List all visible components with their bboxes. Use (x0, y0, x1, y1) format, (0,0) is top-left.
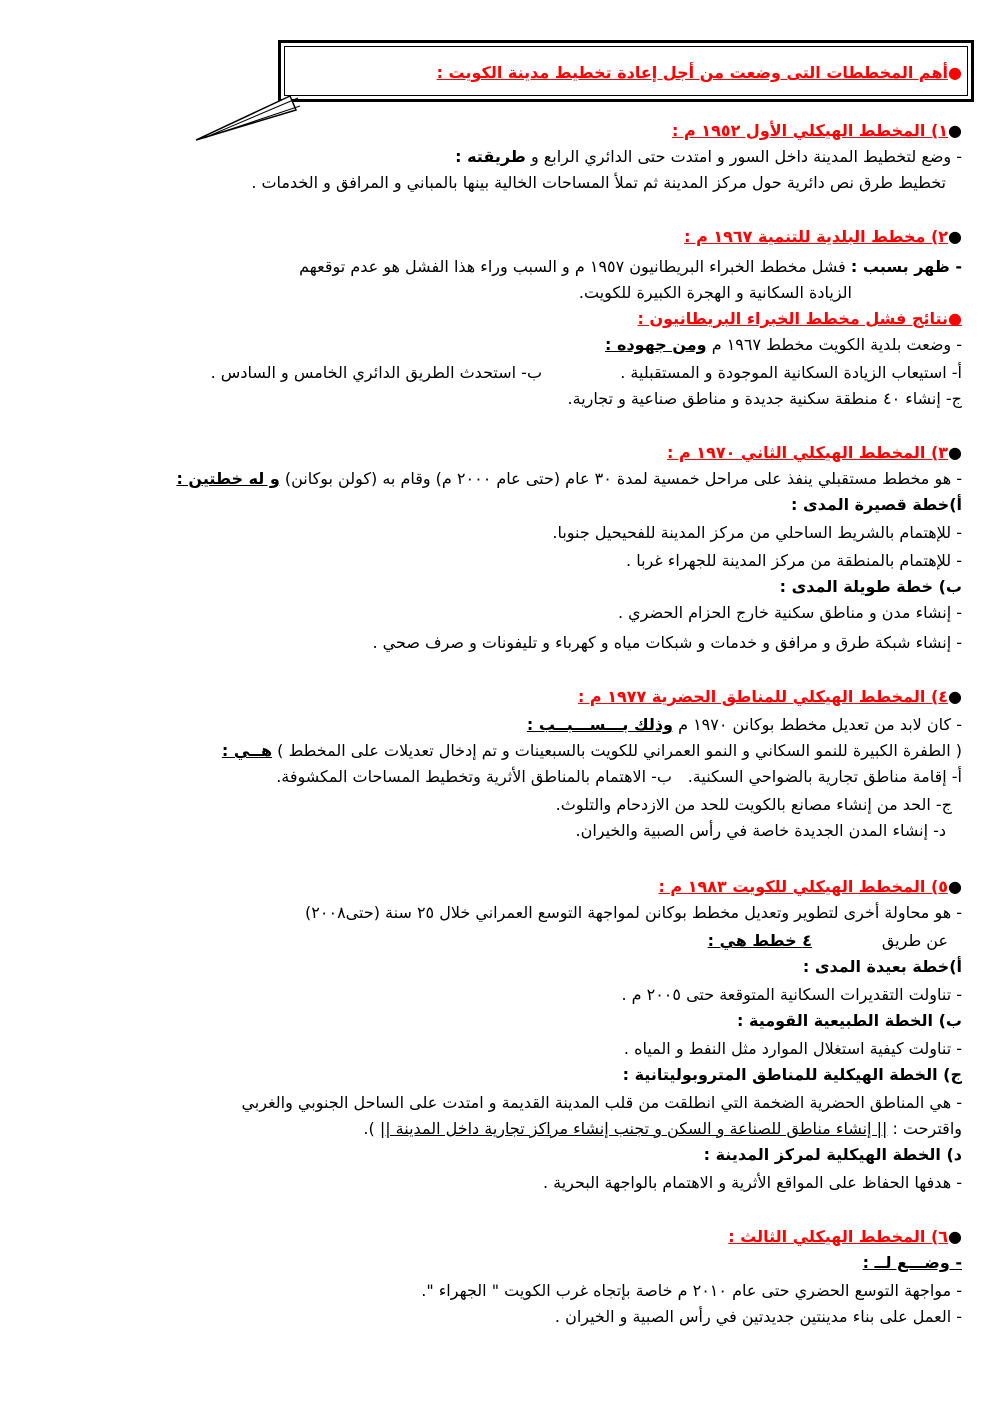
s5-plan-a-heading: أ)خطة بعيدة المدى : (802, 957, 962, 976)
s5-via-label: عن طريق (881, 931, 948, 950)
s4-item-d: د- إنشاء المدن الجديدة خاصة في رأس الصبية والخيران. (575, 821, 946, 840)
s2-line-1-text: فشل مخطط الخبراء البريطانيون ١٩٥٧ م و السبب وراء هذا الفشل هو عدم توقعهم (299, 257, 851, 276)
s5-heading-text: ٥) المخطط الهيكلي للكويت ١٩٨٣ م : (658, 877, 949, 896)
s2-subheading: ●نتائج فشل مخطط الخبراء البريطانيون : (637, 309, 962, 328)
s5-four-plans-text: ٤ خطط هي : (707, 931, 812, 950)
s2-subheading-text: نتائج فشل مخطط الخبراء البريطانيون : (637, 309, 949, 328)
s3-two-plans-label: و له خطتين : (176, 469, 280, 488)
page-title: ●أهم المخططات التى وضعت من أجل إعادة تخطيط مدينة الكويت : (436, 63, 962, 82)
s2-line-2: الزيادة السكانية و الهجرة الكبيرة للكويت. (578, 283, 852, 302)
s5-proposal-close: ). (363, 1119, 380, 1138)
s3-plan-b-heading: ب) خطة طويلة المدى : (779, 577, 962, 596)
s1-method-label: طريقته : (455, 147, 526, 166)
s2-item-c: ج- إنشاء ٤٠ منطقة سكنية جديدة و مناطق صناعية و تجارية. (567, 389, 962, 408)
s5-plan-c-heading: ج) الخطة الهيكلية للمناطق المتروبوليتانية : (622, 1065, 962, 1084)
s5-plan-d-heading: د) الخطة الهيكلية لمركز المدينة : (703, 1145, 962, 1164)
page-title-text: أهم المخططات التى وضعت من أجل إعادة تخطيط مدينة الكويت : (436, 63, 949, 82)
s6-item-1: - مواجهة التوسع الحضري حتى عام ٢٠١٠ م خاصة بإتجاه غرب الكويت " الجهراء ". (421, 1281, 962, 1300)
s2-line-3 (605, 334, 962, 356)
s3-plan-b-item-2: - إنشاء شبكة طرق و مرافق و خدمات و شبكات مياه و كهرباء و تليفونات و صرف صحي . (372, 633, 962, 652)
s6-subheading-text: - وضـــع لــ : (862, 1253, 962, 1272)
s5-four-plans-label (708, 930, 812, 952)
s5-plan-b-heading: ب) الخطة الطبيعية القومية : (737, 1011, 962, 1030)
s3-plan-b-item-1: - إنشاء مدن و مناطق سكنية خارج الحزام الحضري . (618, 603, 962, 622)
s4-item-c: ج- الحد من إنشاء مصانع بالكويت للحد من الازدحام والتلوث. (555, 795, 952, 814)
s1-heading: ●١) المخطط الهيكلي الأول ١٩٥٢ م : (672, 121, 962, 140)
s1-line-1-text: - وضع لتخطيط المدينة داخل السور و امتدت حتى الدائري الرابع و (525, 147, 962, 166)
s2-item-b: ب- استحدث الطريق الدائري الخامس و السادس . (210, 363, 542, 382)
s5-plan-c-item-2 (363, 1118, 962, 1140)
s2-item-a: أ- استيعاب الزيادة السكانية الموجودة و المستقبلية . (620, 363, 962, 382)
s5-plan-a-item: - تناولت التقديرات السكانية المتوقعة حتى ٢٠٠٥ م . (621, 985, 962, 1004)
s6-subheading (863, 1252, 962, 1274)
s5-plan-d-item: - هدفها الحفاظ على المواقع الأثرية و الاهتمام بالواجهة البحرية . (542, 1173, 962, 1192)
s6-heading-text: ٦) المخطط الهيكلي الثالث : (728, 1227, 949, 1246)
s2-reason-label: - ظهر بسبب : (850, 257, 962, 276)
s1-line-2: تخطيط طرق نص دائرية حول مركز المدينة ثم تملأ المساحات الخالية بينها بالمباني و المرافق و الخدمات . (251, 173, 946, 192)
s3-line-1-text: - هو مخطط مستقبلي ينفذ على مراحل خمسية لمدة ٣٠ عام (حتى عام ٢٠٠٠ م) وقام به (كولن بوكانن) (279, 469, 962, 488)
s3-heading-text: ٣) المخطط الهيكلي الثاني ١٩٧٠ م : (667, 443, 949, 462)
s5-proposed-label: واقترحت : (887, 1119, 962, 1138)
s4-line-1 (527, 714, 962, 736)
s6-heading: ●٦) المخطط الهيكلي الثالث : (728, 1227, 962, 1246)
s4-these-label: هــي : (221, 741, 273, 760)
s4-heading: ●٤) المخطط الهيكلي للمناطق الحضرية ١٩٧٧ م : (577, 687, 962, 706)
s2-line-3-text: - وضعت بلدية الكويت مخطط ١٩٦٧ م (706, 335, 962, 354)
s1-heading-text: ١) المخطط الهيكلي الأول ١٩٥٢ م : (672, 121, 949, 140)
s5-plan-c-item-1: - هي المناطق الحضرية الضخمة التي انطلقت من قلب المدينة القديمة و امتدت على الساحل الجنوبي والغربي (241, 1093, 962, 1112)
s4-heading-text: ٤) المخطط الهيكلي للمناطق الحضرية ١٩٧٧ م : (577, 687, 949, 706)
s2-line-1 (299, 256, 962, 278)
s4-line-2-text: ( الطفرة الكبيرة للنمو السكاني و النمو العمراني للكويت بالسبعينات و تم إدخال تعديلات على المخطط ) (272, 741, 962, 760)
s5-proposal-text: || إنشاء مناطق للصناعة و السكن و تجنب إنشاء مراكز تجارية داخل المدينة || (379, 1119, 888, 1138)
s2-efforts-label: ومن جهوده : (605, 335, 707, 354)
s5-line-1: - هو محاولة أخرى لتطوير وتعديل مخطط بوكانن لمواجهة التوسع العمراني خلال ٢٥ سنة (حتى٢٠٠٨) (305, 903, 962, 922)
s2-heading-text: ٢) مخطط البلدية للتنمية ١٩٦٧ م : (684, 227, 949, 246)
s3-line-1 (176, 468, 962, 490)
s5-plan-b-item: - تناولت كيفية استغلال الموارد مثل النفط و المياه . (623, 1039, 962, 1058)
s4-item-b: ب- الاهتمام بالمناطق الأثرية وتخطيط المساحات المكشوفة. (276, 767, 672, 786)
s5-heading: ●٥) المخطط الهيكلي للكويت ١٩٨٣ م : (658, 877, 962, 896)
s4-item-a: أ- إقامة مناطق تجارية بالضواحي السكنية. (687, 767, 962, 786)
s3-plan-a-item-2: - للإهتمام بالمنطقة من مركز المدينة للجهراء غربا . (626, 551, 962, 570)
s4-reason-label: وذلك بـــســـبــب : (526, 715, 673, 734)
s4-line-2 (222, 740, 962, 762)
s1-line-1 (455, 146, 962, 168)
s3-plan-a-heading: أ)خطة قصيرة المدى : (790, 495, 962, 514)
s4-line-1-text: - كان لابد من تعديل مخطط بوكانن ١٩٧٠ م (673, 715, 962, 734)
s6-item-2: - العمل على بناء مدينتين جديدتين في رأس الصبية و الخيران . (554, 1307, 962, 1326)
s2-heading: ●٢) مخطط البلدية للتنمية ١٩٦٧ م : (684, 227, 962, 246)
s3-plan-a-item-1: - للإهتمام بالشريط الساحلي من مركز المدينة للفحيحيل جنوبا. (552, 523, 962, 542)
s3-heading: ●٣) المخطط الهيكلي الثاني ١٩٧٠ م : (667, 443, 962, 462)
